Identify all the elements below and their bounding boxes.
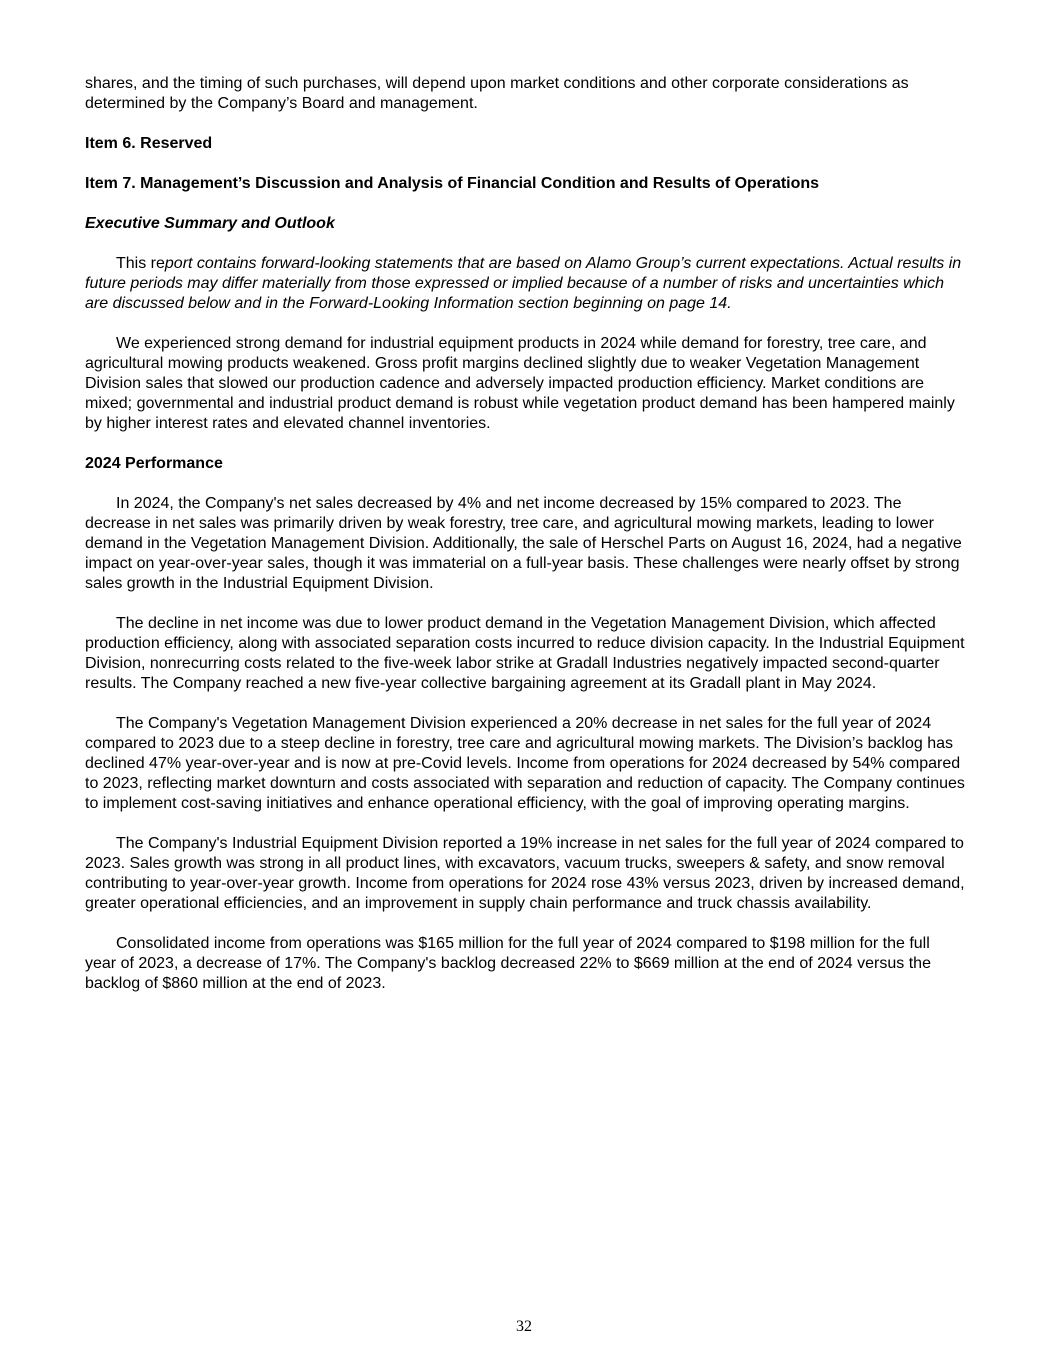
demand-paragraph: We experienced strong demand for industrial equipment products in 2024 while demand for forestry, tree care, and agricultural mowing products weakened. Gross profit margins declined slightly due to weaker Vegetation Management Division sales that slowed our production cadence and adversely impacted production efficiency. Market conditions are mixed; governmental and industrial product demand is robust while vegetation product demand has been hampered mainly by higher interest rates and elevated channel inventories. <box>85 335 955 432</box>
performance-paragraph-consolidated: Consolidated income from operations was $165 million for the full year of 2024 compared to $198 million for the full year of 2023, a decrease of 17%. The Company's backlog decreased 22% to $669 million at the end of 2024 versus the backlog of $860 million at the end of 2023. <box>85 935 931 992</box>
item-7-heading: Item 7. Management’s Discussion and Analysis of Financial Condition and Results of Operations <box>85 175 820 192</box>
forward-looking-statement: port contains forward-looking statements that are based on Alamo Group’s current expectations. Actual results in future periods may differ materially from those expressed or implied because of a number of risks and uncertainties which are discussed below and in the Forward-Looking Information section beginning on page 14. <box>85 255 962 312</box>
performance-heading: 2024 Performance <box>85 455 223 472</box>
document-page <box>85 74 965 1014</box>
forward-looking-lead: This re <box>116 255 165 272</box>
performance-paragraph-net-sales: In 2024, the Company's net sales decreased by 4% and net income decreased by 15% compared to 2023. The decrease in net sales was primarily driven by weak forestry, tree care, and agricultural mowing markets, leading to lower demand in the Vegetation Management Division. Additionally, the sale of Herschel Parts on August 16, 2024, had a negative impact on year-over-year sales, though it was immaterial on a full-year basis. These challenges were nearly offset by strong sales growth in the Industrial Equipment Division. <box>85 495 962 592</box>
forward-looking-paragraph <box>85 254 965 314</box>
item-6-heading: Item 6. Reserved <box>85 135 213 152</box>
page-number: 32 <box>516 1318 532 1335</box>
performance-paragraph-net-income: The decline in net income was due to lower product demand in the Vegetation Management Division, which affected production efficiency, along with associated separation costs incurred to reduce division capacity. In the Industrial Equipment Division, nonrecurring costs related to the five-week labor strike at Gradall Industries negatively impacted second-quarter results. The Company reached a new five-year collective bargaining agreement at its Gradall plant in May 2024. <box>85 615 965 692</box>
performance-paragraph-vegetation: The Company's Vegetation Management Division experienced a 20% decrease in net sales for the full year of 2024 compared to 2023 due to a steep decline in forestry, tree care and agricultural mowing markets. The Division’s backlog has declined 47% year-over-year and is now at pre-Covid levels. Income from operations for 2024 decreased by 54% compared to 2023, reflecting market downturn and costs associated with separation and reduction of capacity. The Company continues to implement cost-saving initiatives and enhance operational efficiency, with the goal of improving operating margins. <box>85 715 965 812</box>
executive-summary-heading: Executive Summary and Outlook <box>85 215 335 232</box>
continuation-paragraph: shares, and the timing of such purchases, will depend upon market conditions and other corporate considerations as determined by the Company’s Board and management. <box>85 75 909 112</box>
performance-paragraph-industrial: The Company's Industrial Equipment Division reported a 19% increase in net sales for the full year of 2024 compared to 2023. Sales growth was strong in all product lines, with excavators, vacuum trucks, sweepers & safety, and snow removal contributing to year-over-year growth. Income from operations for 2024 rose 43% versus 2023, driven by increased demand, greater operational efficiencies, and an improvement in supply chain performance and truck chassis availability. <box>85 835 965 912</box>
